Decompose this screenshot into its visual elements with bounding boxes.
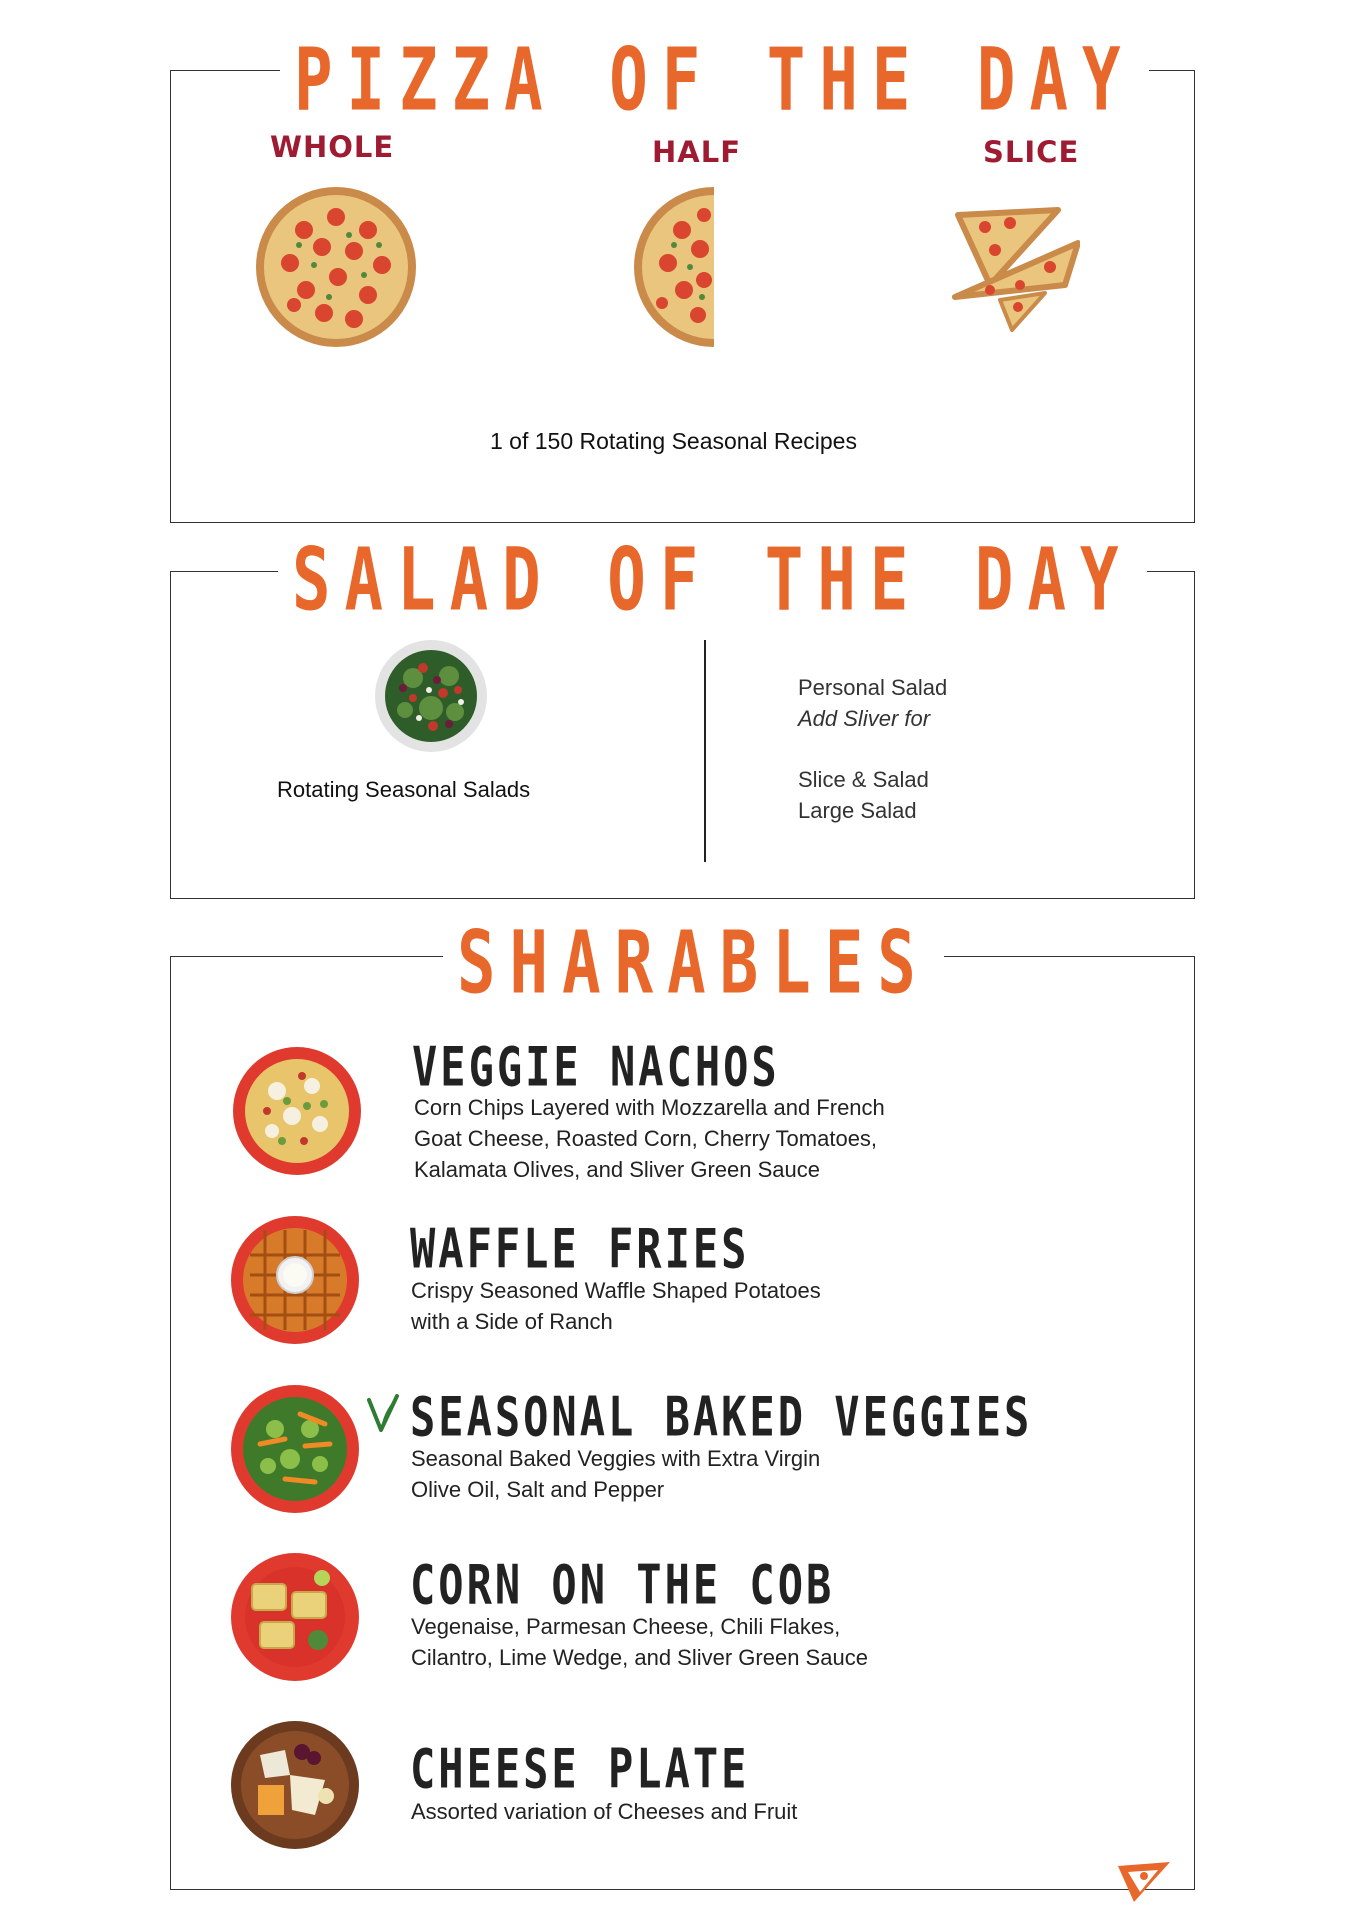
salad-option-large: Large Salad bbox=[798, 798, 917, 823]
desc-line: Kalamata Olives, and Sliver Green Sauce bbox=[414, 1157, 820, 1182]
item-desc-corn-on-the-cob bbox=[411, 1611, 868, 1673]
half-pizza-icon bbox=[632, 185, 716, 349]
veggie-nachos-image bbox=[232, 1046, 362, 1176]
waffle-fries-image bbox=[230, 1215, 360, 1345]
desc-line: with a Side of Ranch bbox=[411, 1309, 613, 1334]
corn-on-the-cob-image bbox=[230, 1552, 360, 1682]
pizza-slice-logo-icon bbox=[1114, 1858, 1174, 1908]
item-name-cheese-plate: CHEESE PLATE bbox=[410, 1736, 750, 1801]
desc-line: Olive Oil, Salt and Pepper bbox=[411, 1477, 665, 1502]
salad-divider bbox=[704, 640, 706, 862]
item-desc-seasonal-baked-veggies bbox=[411, 1443, 820, 1505]
seasonal-baked-veggies-image bbox=[230, 1384, 360, 1514]
desc-line: Goat Cheese, Roasted Corn, Cherry Tomatoes, bbox=[414, 1126, 878, 1151]
salad-option-personal: Personal Salad bbox=[798, 675, 948, 700]
item-name-seasonal-baked-veggies: SEASONAL BAKED VEGGIES bbox=[410, 1384, 1033, 1449]
desc-line: Vegenaise, Parmesan Cheese, Chili Flakes, bbox=[411, 1614, 841, 1639]
pizza-section-title: PIZZA OF THE DAY bbox=[280, 38, 1149, 124]
desc-line: Crispy Seasoned Waffle Shaped Potatoes bbox=[411, 1278, 821, 1303]
desc-line: Assorted variation of Cheeses and Fruit bbox=[411, 1799, 798, 1824]
salad-left-caption: Rotating Seasonal Salads bbox=[277, 777, 531, 802]
item-name-waffle-fries: WAFFLE FRIES bbox=[410, 1216, 750, 1281]
vegan-leaf-icon bbox=[366, 1394, 400, 1434]
desc-line: Cilantro, Lime Wedge, and Sliver Green Sauce bbox=[411, 1645, 868, 1670]
salad-bowl-icon bbox=[373, 638, 489, 754]
item-name-corn-on-the-cob: CORN ON THE COB bbox=[410, 1552, 835, 1617]
pizza-slice-icon bbox=[950, 205, 1080, 335]
size-label-whole: WHOLE bbox=[270, 130, 395, 164]
size-label-slice: SLICE bbox=[983, 135, 1080, 169]
size-label-half: HALF bbox=[652, 135, 742, 169]
sharables-section-title: SHARABLES bbox=[443, 921, 944, 1007]
desc-line: Seasonal Baked Veggies with Extra Virgin bbox=[411, 1446, 821, 1471]
item-desc-cheese-plate bbox=[411, 1796, 797, 1827]
whole-pizza-icon bbox=[254, 185, 418, 349]
item-name-veggie-nachos: VEGGIE NACHOS bbox=[412, 1034, 780, 1099]
salad-option-slice-and-salad: Slice & Salad bbox=[798, 767, 929, 792]
item-desc-waffle-fries bbox=[411, 1275, 821, 1337]
salad-option-add-sliver: Add Sliver for bbox=[798, 706, 931, 731]
cheese-plate-image bbox=[230, 1720, 360, 1850]
recipes-note: 1 of 150 Rotating Seasonal Recipes bbox=[490, 428, 857, 454]
item-desc-veggie-nachos bbox=[414, 1092, 885, 1185]
salad-section-title: SALAD OF THE DAY bbox=[278, 538, 1147, 624]
desc-line: Corn Chips Layered with Mozzarella and French bbox=[414, 1095, 885, 1120]
